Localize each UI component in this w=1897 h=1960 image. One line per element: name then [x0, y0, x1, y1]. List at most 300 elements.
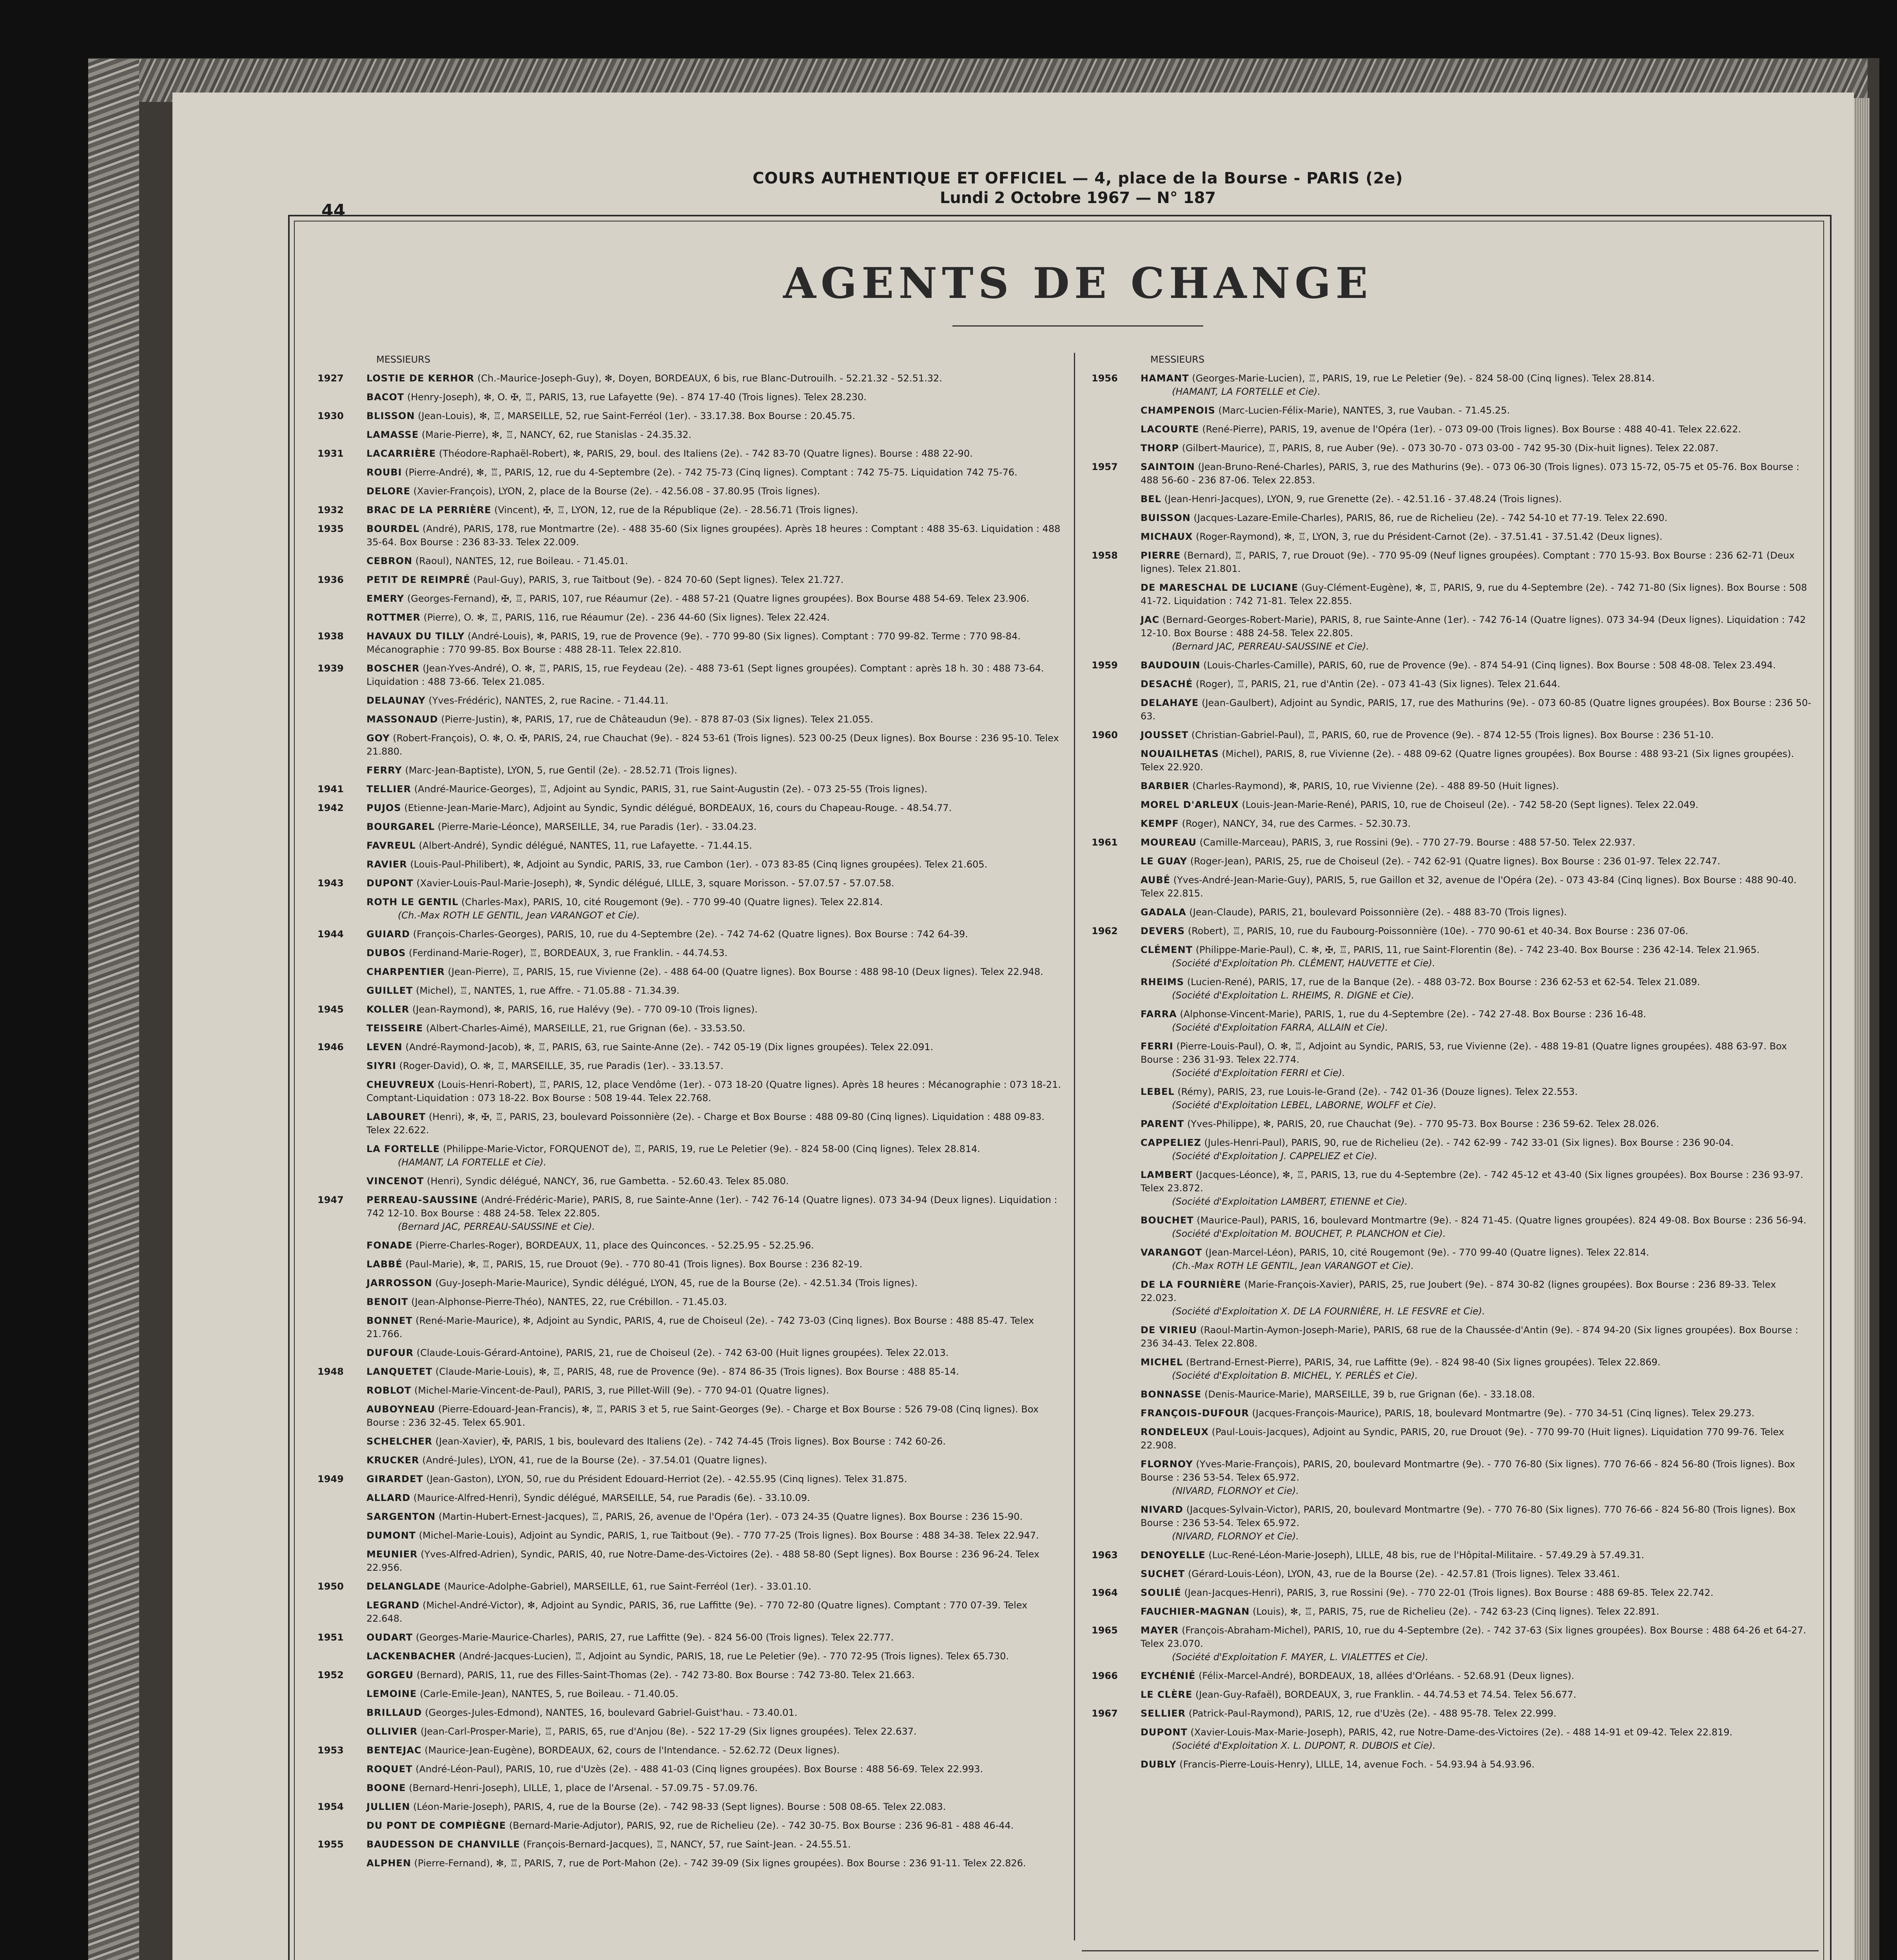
agent-entry	[317, 965, 1062, 978]
agent-details: (André-Léon-Paul), PARIS, 10, rue d'Uzès (2e). - 488 41-03 (Cinq lignes groupées). Box Bourse : 488 56-69. Telex 22.993.	[415, 1764, 983, 1775]
agent-name: KEMPF	[1141, 818, 1179, 829]
agent-entry	[317, 1022, 1062, 1035]
agent-entry	[1092, 1040, 1813, 1080]
agent-entry	[317, 390, 1062, 404]
entry-year: 1927	[317, 373, 344, 384]
agent-details: (Roger-Raymond), ✻, ♖, LYON, 3, rue du Président-Carnot (2e). - 37.51.41 - 37.51.42 (Deux lignes).	[1195, 531, 1663, 542]
agent-entry	[317, 1314, 1062, 1341]
agent-firm: (Société d'Exploitation LAMBERT, ETIENNE et Cie).	[1172, 1196, 1408, 1207]
agent-name: CAPPELIEZ	[1141, 1137, 1201, 1148]
agent-details: (Louis-Charles-Camille), PARIS, 60, rue de Provence (9e). - 874 54-91 (Cinq lignes). Box Bourse : 508 48-08. Telex 23.494.	[1203, 660, 1776, 671]
agent-entry	[317, 1687, 1062, 1700]
agent-details: (Paul-Marie), ✻, ♖, PARIS, 15, rue Drouot (9e). - 770 80-41 (Trois lignes). Box Bourse : 236 82-19.	[405, 1259, 863, 1270]
agent-details: (Jean-Jacques-Henri), PARIS, 3, rue Rossini (9e). - 770 22-01 (Trois lignes). Box Bourse : 488 69-85. Telex 22.742.	[1184, 1587, 1714, 1598]
agent-details: (Roger), NANCY, 34, rue des Carmes. - 52.30.73.	[1182, 818, 1411, 829]
agent-name: BLISSON	[366, 410, 415, 421]
agent-name: CLÉMENT	[1141, 944, 1193, 955]
agent-details: (Léon-Marie-Joseph), PARIS, 4, rue de la Bourse (2e). - 742 98-33 (Sept lignes). Bourse : 508 08-65. Telex 22.083.	[413, 1801, 946, 1812]
agent-name: LABBÉ	[366, 1259, 403, 1270]
agent-name: LOSTIE DE KERHOR	[366, 373, 475, 384]
agent-name: PUJOS	[366, 802, 401, 813]
entry-year: 1966	[1092, 1670, 1118, 1681]
agent-details: (André-Jacques-Lucien), ♖, Adjoint au Syndic, PARIS, 18, rue Le Peletier (9e). - 770 72-95 (Trois lignes). Telex 65.730.	[459, 1651, 1009, 1662]
agent-name: LA FORTELLE	[366, 1143, 440, 1154]
agent-entry	[317, 1668, 1062, 1682]
agent-details: (Vincent), ✠, ♖, LYON, 12, rue de la République (2e). - 28.56.71 (Trois lignes).	[494, 505, 858, 515]
agent-name: SIYRI	[366, 1060, 397, 1071]
agent-details: (Jacques-Lazare-Emile-Charles), PARIS, 86, rue de Richelieu (2e). - 742 54-10 et 77-19. Telex 22.690.	[1193, 512, 1668, 523]
agent-details: (Henri), ✻, ✠, ♖, PARIS, 23, boulevard Poissonnière (2e). - Charge et Box Bourse : 488 09-80 (Cinq lignes). Liquidation : 488 09-83. Telex 22.622.	[366, 1111, 1045, 1136]
agent-name: EMERY	[366, 593, 404, 604]
entry-year: 1947	[317, 1194, 344, 1205]
agent-firm: (NIVARD, FLORNOY et Cie).	[1172, 1531, 1299, 1542]
title-underline	[952, 325, 1203, 327]
agent-name: BOUCHET	[1141, 1215, 1194, 1226]
agent-details: (Pierre-Louis-Paul), O. ✻, ♖, Adjoint au Syndic, PARIS, 53, rue Vivienne (2e). - 488 19-81 (Quatre lignes groupées). 488 63-97. Box Bourse : 236 31-93. Telex 22.774.	[1141, 1041, 1787, 1065]
agent-entry	[1092, 1457, 1813, 1497]
agent-name: PARENT	[1141, 1118, 1184, 1129]
agent-name: HAVAUX DU TILLY	[366, 631, 465, 642]
agent-entry	[1092, 696, 1813, 723]
agent-name: FERRY	[366, 765, 402, 776]
agent-details: (Jean-Carl-Prosper-Marie), ♖, PARIS, 65, rue d'Anjou (8e). - 522 17-29 (Six lignes groupées). Telex 22.637.	[420, 1726, 917, 1737]
agent-name: BEL	[1141, 494, 1161, 505]
agent-details: (Jean-Yves-André), O. ✻, ♖, PARIS, 15, rue Feydeau (2e). - 488 73-61 (Sept lignes groupées). Comptant : après 18 h. 30 : 488 73-64. Liquidation : 488 73-66. Telex 21.085.	[366, 663, 1044, 687]
entry-year: 1932	[317, 505, 344, 515]
agent-entry	[317, 1548, 1062, 1574]
agent-details: (Jean-Bruno-René-Charles), PARIS, 3, rue des Mathurins (9e). - 073 06-30 (Trois lignes). 073 15-72, 05-75 et 05-76. Box Bourse : 488 56-60 - 236 87-06. Telex 22.853.	[1141, 461, 1799, 486]
agent-entry	[317, 554, 1062, 568]
agent-entry	[1092, 1136, 1813, 1163]
agent-entry	[317, 409, 1062, 423]
entry-year: 1958	[1092, 550, 1118, 561]
page-title: AGENTS DE CHANGE	[783, 259, 1373, 308]
agent-name: AUBOYNEAU	[366, 1404, 435, 1415]
agent-details: (François-Abraham-Michel), PARIS, 10, rue du 4-Septembre (2e). - 742 37-63 (Six lignes groupées). Box Bourse : 488 64-26 et 64-27. Telex 23.070.	[1141, 1625, 1806, 1649]
agent-details: (Philippe-Marie-Victor, FORQUENOT de), ♖, PARIS, 19, rue Le Peletier (9e). - 824 58-00 (Cinq lignes). Telex 28.814.	[443, 1143, 981, 1154]
agent-entry	[1092, 1214, 1813, 1240]
agent-details: (Ch.-Maurice-Joseph-Guy), ✻, Doyen, BORDEAUX, 6 bis, rue Blanc-Dutrouilh. - 52.21.32 - 52.51.32.	[477, 373, 942, 384]
agent-details: (Jean-Pierre), ♖, PARIS, 15, rue Vivienne (2e). - 488 64-00 (Quatre lignes). Box Bourse : 488 98-10 (Deux lignes). Telex 22.948.	[448, 966, 1043, 977]
agent-entry	[1092, 1624, 1813, 1664]
agent-entry	[1092, 1503, 1813, 1543]
agent-name: GUIARD	[366, 929, 410, 940]
agent-entry	[1092, 404, 1813, 417]
agent-details: (François-Charles-Georges), PARIS, 10, rue du 4-Septembre (2e). - 742 74-62 (Quatre lignes). Box Bourse : 742 64-39.	[413, 929, 968, 940]
agent-entry	[1092, 906, 1813, 919]
agent-details: (Georges-Marie-Maurice-Charles), PARIS, 27, rue Laffitte (9e). - 824 56-00 (Trois lignes). Telex 22.777.	[415, 1632, 894, 1643]
agent-entry	[317, 713, 1062, 726]
agent-name: ROUBI	[366, 467, 402, 478]
agent-entry	[1092, 1548, 1813, 1562]
entry-year: 1944	[317, 929, 344, 940]
agent-details: (Jacques-Sylvain-Victor), PARIS, 20, boulevard Montmartre (9e). - 770 76-80 (Six lignes). 770 76-66 - 824 56-80 (Trois lignes). Box Bourse : 236 53-54. Telex 65.972.	[1141, 1504, 1796, 1528]
agent-name: BOURDEL	[366, 523, 420, 534]
agent-details: (Marie-François-Xavier), PARIS, 25, rue Joubert (9e). - 874 30-82 (lignes groupées). Box Bourse : 236 89-33. Telex 22.023.	[1141, 1279, 1776, 1303]
agent-name: RHEIMS	[1141, 976, 1184, 987]
agent-entry	[1092, 1085, 1813, 1112]
agent-details: (Henry-Joseph), ✻, O. ✠, ♖, PARIS, 13, rue Lafayette (9e). - 874 17-40 (Trois lignes). Telex 28.230.	[407, 392, 867, 403]
column-divider	[1074, 353, 1075, 1940]
page-number: 44	[321, 201, 346, 221]
agent-name: LEVEN	[366, 1042, 403, 1053]
agent-name: DUFOUR	[366, 1347, 414, 1358]
agent-details: (Georges-Jules-Edmond), NANTES, 16, boulevard Gabriel-Guist'hau. - 73.40.01.	[425, 1707, 798, 1718]
agent-entry	[317, 630, 1062, 656]
agent-entry	[317, 731, 1062, 758]
agent-firm: (Société d'Exploitation FERRI et Cie).	[1172, 1067, 1345, 1078]
agent-name: DU PONT DE COMPIÈGNE	[366, 1820, 506, 1831]
right-column	[1092, 353, 1813, 1777]
agent-details: (Paul-Guy), PARIS, 3, rue Taitbout (9e). - 824 70-60 (Sept lignes). Telex 21.727.	[473, 574, 844, 585]
agent-entry	[317, 801, 1062, 815]
agent-name: BENTEJAC	[366, 1745, 422, 1756]
agent-name: PERREAU-SAUSSINE	[366, 1194, 478, 1205]
agent-details: (Jean-Alphonse-Pierre-Théo), NANTES, 22, rue Crébillon. - 71.45.03.	[411, 1296, 727, 1307]
agent-name: KRUCKER	[366, 1455, 419, 1466]
agent-name: NOUAILHETAS	[1141, 748, 1219, 759]
entry-year: 1939	[317, 663, 344, 674]
agent-name: EYCHÉNIÉ	[1141, 1670, 1196, 1681]
entry-year: 1959	[1092, 660, 1118, 671]
agent-name: LACKENBACHER	[366, 1651, 456, 1662]
agent-name: CHAMPENOIS	[1141, 405, 1215, 416]
agent-name: SELLIER	[1141, 1708, 1186, 1719]
agent-name: BRAC DE LA PERRIÈRE	[366, 505, 491, 515]
agent-name: ROBLOT	[366, 1385, 412, 1396]
agent-name: FAVREUL	[366, 840, 416, 851]
agent-entry	[1092, 817, 1813, 830]
agent-firm: (Société d'Exploitation B. MICHEL, Y. PERLÈS et Cie).	[1172, 1370, 1418, 1381]
agent-entry	[317, 1040, 1062, 1054]
agent-entry	[317, 1276, 1062, 1290]
entry-year: 1936	[317, 574, 344, 585]
entry-year: 1956	[1092, 373, 1118, 384]
agent-entry	[1092, 1726, 1813, 1752]
agent-details: (Jean-Xavier), ✠, PARIS, 1 bis, boulevard des Italiens (2e). - 742 74-45 (Trois lignes). Box Bourse : 742 60-26.	[435, 1436, 946, 1447]
agent-entry	[317, 877, 1062, 890]
agent-details: (Yves-Frédéric), NANTES, 2, rue Racine. - 71.44.11.	[428, 695, 669, 706]
agent-entry	[317, 1529, 1062, 1542]
agent-entry	[317, 1295, 1062, 1308]
agent-name: TEISSEIRE	[366, 1023, 423, 1034]
agent-name: CHARPENTIER	[366, 966, 445, 977]
agent-name: DUBOS	[366, 947, 406, 958]
agent-entry	[317, 1346, 1062, 1359]
agent-entry	[317, 1110, 1062, 1137]
agent-firm: (Société d'Exploitation L. RHEIMS, R. DIGNE et Cie).	[1172, 990, 1415, 1001]
agent-name: FLORNOY	[1141, 1459, 1193, 1470]
agent-name: BARBIER	[1141, 780, 1190, 791]
agent-details: (Raoul), NANTES, 12, rue Boileau. - 71.45.01.	[415, 555, 628, 566]
agent-name: ALPHEN	[366, 1858, 412, 1869]
entry-year: 1955	[317, 1839, 344, 1850]
agent-name: RAVIER	[366, 859, 407, 870]
agent-details: (Bernard-Georges-Robert-Marie), PARIS, 8, rue Sainte-Anne (1er). - 742 76-14 (Quatre lignes). 073 34-94 (Deux lignes). Liquidation : 742 12-10. Box Bourse : 488 24-58. Telex 22.805.	[1141, 614, 1806, 639]
agent-name: BENOIT	[366, 1296, 408, 1307]
agent-details: (Alphonse-Vincent-Marie), PARIS, 1, rue du 4-Septembre (2e). - 742 27-48. Box Bourse : 236 16-48.	[1180, 1009, 1647, 1020]
agent-name: DE VIRIEU	[1141, 1325, 1197, 1336]
agent-details: (Jean-Henri-Jacques), LYON, 9, rue Grenette (2e). - 42.51.16 - 37.48.24 (Trois lignes).	[1164, 494, 1562, 505]
agent-firm: (Société d'Exploitation FARRA, ALLAIN et Cie).	[1172, 1022, 1388, 1033]
agent-entry	[1092, 873, 1813, 900]
agent-entry	[317, 1631, 1062, 1644]
agent-details: (Georges-Fernand), ✠, ♖, PARIS, 107, rue Réaumur (2e). - 488 57-21 (Quatre lignes groupées). Box Bourse 488 54-69. Telex 23.906.	[407, 593, 1030, 604]
agent-details: (Albert-André), Syndic délégué, NANTES, 11, rue Lafayette. - 71.44.15.	[419, 840, 752, 851]
agent-entry	[317, 1819, 1062, 1832]
agent-entry	[317, 372, 1062, 385]
agent-details: (Félix-Marcel-André), BORDEAUX, 18, allées d'Orléans. - 52.68.91 (Deux lignes).	[1199, 1670, 1574, 1681]
agent-name: LACOURTE	[1141, 424, 1199, 435]
agent-entry	[317, 839, 1062, 852]
agent-entry	[317, 1435, 1062, 1448]
agent-details: (Pierre-Edouard-Jean-Francis), ✻, ♖, PARIS 3 et 5, rue Saint-Georges (9e). - Charge et Box Bourse : 526 79-08 (Cinq lignes). Box Bourse : 236 32-45. Telex 65.901.	[366, 1404, 1039, 1428]
agent-firm: (Société d'Exploitation Ph. CLÉMENT, HAUVETTE et Cie).	[1172, 958, 1435, 969]
entry-year: 1946	[317, 1042, 344, 1053]
left-column	[317, 353, 1062, 1875]
agent-details: (Charles-Max), PARIS, 10, cité Rougemont (9e). - 770 99-40 (Quatre lignes). Telex 22.814.	[461, 897, 883, 907]
agent-entry	[1092, 511, 1813, 524]
agent-details: (Xavier-François), LYON, 2, place de la Bourse (2e). - 42.56.08 - 37.80.95 (Trois lignes).	[413, 486, 820, 497]
entry-year: 1957	[1092, 461, 1118, 472]
agent-name: LEMOINE	[366, 1688, 417, 1699]
agent-details: (Jean-Louis), ✻, ♖, MARSEILLE, 52, rue Saint-Ferréol (1er). - 33.17.38. Box Bourse : 20.45.75.	[418, 410, 855, 421]
agent-entry	[317, 1472, 1062, 1486]
agent-details: (Marie-Pierre), ✻, ♖, NANCY, 62, rue Stanislas - 24.35.32.	[421, 429, 692, 440]
agent-name: GUILLET	[366, 985, 413, 996]
entry-year: 1942	[317, 802, 344, 813]
agent-entry	[317, 1365, 1062, 1378]
entry-year: 1945	[317, 1004, 344, 1015]
agent-details: (André-Maurice-Georges), ♖, Adjoint au Syndic, PARIS, 31, rue Saint-Augustin (2e). - 073 25-55 (Trois lignes).	[414, 784, 928, 795]
agent-entry	[317, 694, 1062, 707]
agent-name: BUISSON	[1141, 512, 1191, 523]
agent-entry	[1092, 492, 1813, 506]
agent-details: (Théodore-Raphaël-Robert), ✻, PARIS, 29, boul. des Italiens (2e). - 742 83-70 (Quatre lignes). Bourse : 488 22-90.	[439, 448, 973, 459]
entry-year: 1941	[317, 784, 344, 795]
agent-name: AUBÉ	[1141, 875, 1171, 886]
agent-entry	[1092, 924, 1813, 938]
agent-firm: (Société d'Exploitation F. MAYER, L. VIALETTES et Cie).	[1172, 1651, 1429, 1662]
agent-details: (Xavier-Louis-Max-Marie-Joseph), PARIS, 42, rue Notre-Dame-des-Victoires (2e). - 488 14-91 et 09-42. Telex 22.819.	[1190, 1727, 1733, 1738]
agent-firm: (Société d'Exploitation LEBEL, LABORNE, WOLFF et Cie).	[1172, 1100, 1437, 1111]
agent-details: (Jean-Guy-Rafaël), BORDEAUX, 3, rue Franklin. - 44.74.53 et 74.54. Telex 56.677.	[1195, 1689, 1576, 1700]
agent-details: (Pierre), O. ✻, ♖, PARIS, 116, rue Réaumur (2e). - 236 44-60 (Six lignes). Telex 22.424.	[423, 612, 830, 623]
entry-year: 1943	[317, 878, 344, 889]
agent-details: (Francis-Pierre-Louis-Henry), LILLE, 14, avenue Foch. - 54.93.94 à 54.93.96.	[1179, 1759, 1535, 1770]
agent-name: DUMONT	[366, 1530, 416, 1541]
agent-entry	[1092, 1117, 1813, 1131]
agent-entry	[317, 1003, 1062, 1016]
agent-entry	[317, 485, 1062, 498]
entry-year: 1949	[317, 1474, 344, 1485]
agent-details: (Luc-René-Léon-Marie-Joseph), LILLE, 48 bis, rue de l'Hôpital-Militaire. - 57.49.29 à 57.49.31.	[1208, 1550, 1645, 1561]
agent-name: SCHELCHER	[366, 1436, 433, 1447]
agent-name: LAMBERT	[1141, 1169, 1193, 1180]
agent-name: DEVERS	[1141, 926, 1185, 936]
entry-year: 1931	[317, 448, 344, 459]
agent-details: (Pierre-Charles-Roger), BORDEAUX, 11, place des Quinconces. - 52.25.95 - 52.25.96.	[415, 1240, 814, 1251]
agent-entry	[317, 573, 1062, 586]
agent-name: JAC	[1141, 614, 1160, 625]
agent-details: (Albert-Charles-Aimé), MARSEILLE, 21, rue Grignan (6e). - 33.53.50.	[426, 1023, 745, 1034]
agent-entry	[1092, 659, 1813, 672]
agent-details: (Louis), ✻, ♖, PARIS, 75, rue de Richelieu (2e). - 742 63-23 (Cinq lignes). Telex 22.891.	[1252, 1606, 1659, 1617]
agent-firm: (Bernard JAC, PERREAU-SAUSSINE et Cie).	[398, 1221, 595, 1232]
entry-year: 1953	[317, 1745, 344, 1756]
agent-name: BOURGAREL	[366, 821, 435, 832]
agent-entry	[317, 946, 1062, 960]
agent-details: (Christian-Gabriel-Paul), ♖, PARIS, 60, rue de Provence (9e). - 874 12-55 (Trois lignes). Box Bourse : 236 51-10.	[1191, 730, 1714, 740]
agent-entry	[1092, 1669, 1813, 1682]
agent-details: (Yves-Alfred-Adrien), Syndic, PARIS, 40, rue Notre-Dame-des-Victoires (2e). - 488 58-80 (Sept lignes). Box Bourse : 236 96-24. Telex 22.956.	[366, 1549, 1039, 1573]
agent-details: (Jules-Henri-Paul), PARIS, 90, rue de Richelieu (2e). - 742 62-99 - 742 33-01 (Six lignes). Box Bourse : 236 90-04.	[1204, 1137, 1734, 1148]
entry-year: 1964	[1092, 1587, 1118, 1598]
agent-details: (Bertrand-Ernest-Pierre), PARIS, 34, rue Laffitte (9e). - 824 98-40 (Six lignes groupées). Telex 22.869.	[1186, 1357, 1661, 1368]
agent-name: BACOT	[366, 392, 404, 403]
agent-firm: (Ch.-Max ROTH LE GENTIL, Jean VARANGOT et Cie).	[398, 910, 640, 921]
agent-entry	[317, 1510, 1062, 1523]
agent-details: (Charles-Raymond), ✻, PARIS, 10, rue Vivienne (2e). - 488 89-50 (Huit lignes).	[1192, 780, 1559, 791]
entry-year: 1967	[1092, 1708, 1118, 1719]
agent-entry	[317, 1706, 1062, 1719]
agent-name: OUDART	[366, 1632, 413, 1643]
agent-entry	[317, 1059, 1062, 1073]
agent-name: DELAHAYE	[1141, 697, 1199, 708]
agent-name: DESACHÉ	[1141, 679, 1193, 690]
agent-details: (Gérard-Louis-Léon), LYON, 43, rue de la Bourse (2e). - 42.57.81 (Trois lignes). Telex 33.461.	[1188, 1568, 1620, 1579]
agent-details: (André), PARIS, 178, rue Montmartre (2e). - 488 35-60 (Six lignes groupées). Après 18 heures : Comptant : 488 35-63. Liquidation : 488 35-64. Box Bourse : 236 83-33. Telex 22.009.	[366, 523, 1061, 548]
agent-name: LAMASSE	[366, 429, 419, 440]
agent-name: GIRARDET	[366, 1474, 423, 1485]
section-divider	[1082, 1950, 1819, 1951]
agent-name: FARRA	[1141, 1009, 1177, 1020]
marbled-cover-side	[88, 59, 139, 1960]
agent-details: (Paul-Louis-Jacques), Adjoint au Syndic, PARIS, 20, rue Drouot (9e). - 770 99-70 (Huit lignes). Liquidation 770 99-76. Telex 22.908.	[1141, 1426, 1785, 1451]
entry-year: 1951	[317, 1632, 344, 1643]
agent-entry	[1092, 1688, 1813, 1701]
agent-details: (Philippe-Marie-Paul), C. ✻, ✠, ♖, PARIS, 11, rue Saint-Florentin (8e). - 742 23-40. Box Bourse : 236 42-14. Telex 21.965.	[1195, 944, 1760, 955]
agent-name: GORGEU	[366, 1670, 414, 1681]
entry-year: 1960	[1092, 730, 1118, 740]
agent-entry	[1092, 372, 1813, 398]
agent-entry	[1092, 530, 1813, 543]
agent-entry	[1092, 975, 1813, 1002]
entry-year: 1954	[317, 1801, 344, 1812]
agent-entry	[1092, 581, 1813, 608]
agent-name: PIERRE	[1141, 550, 1181, 561]
entry-year: 1962	[1092, 926, 1118, 936]
agent-name: DELANGLADE	[366, 1581, 441, 1592]
agent-details: (Michel), PARIS, 8, rue Vivienne (2e). - 488 09-62 (Quatre lignes groupées). Box Bourse : 488 93-21 (Six lignes groupées). Telex 22.920.	[1141, 748, 1794, 773]
agent-details: (André-Raymond-Jacob), ✻, ♖, PARIS, 63, rue Sainte-Anne (2e). - 742 05-19 (Dix lignes groupées). Telex 22.091.	[405, 1042, 934, 1053]
agent-name: JULLIEN	[366, 1801, 410, 1812]
entry-year: 1938	[317, 631, 344, 642]
agent-entry	[317, 611, 1062, 624]
agent-name: ROTH LE GENTIL	[366, 897, 459, 907]
agent-details: (Jean-Marcel-Léon), PARIS, 10, cité Rougemont (9e). - 770 99-40 (Quatre lignes). Telex 22.814.	[1205, 1247, 1649, 1258]
agent-name: SARGENTON	[366, 1511, 436, 1522]
agent-details: (Louis-Paul-Philibert), ✻, Adjoint au Syndic, PARIS, 33, rue Cambon (1er). - 073 83-85 (Cinq lignes groupées). Telex 21.605.	[410, 859, 988, 870]
agent-details: (Michel-Marie-Vincent-de-Paul), PARIS, 3, rue Pillet-Will (9e). - 770 94-01 (Quatre lignes).	[414, 1385, 829, 1396]
agent-name: BOONE	[366, 1782, 406, 1793]
agent-name: BONNET	[366, 1315, 413, 1326]
agent-entry	[1092, 1168, 1813, 1208]
agent-details: (Michel-André-Victor), ✻, Adjoint au Syndic, PARIS, 36, rue Laffitte (9e). - 770 72-80 (Quatre lignes). Comptant : 770 07-39. Telex 22.648.	[366, 1600, 1028, 1624]
agent-entry	[317, 927, 1062, 941]
column-heading: MESSIEURS	[376, 354, 431, 365]
agent-entry	[1092, 1007, 1813, 1034]
agent-details: (Jean-Gaston), LYON, 50, rue du Président Edouard-Herriot (2e). - 42.55.95 (Cinq lignes). Telex 31.875.	[426, 1474, 907, 1485]
agent-details: (Camille-Marceau), PARIS, 3, rue Rossini (9e). - 770 27-79. Bourse : 488 57-50. Telex 22.937.	[1199, 837, 1636, 848]
agent-name: DENOYELLE	[1141, 1550, 1206, 1561]
agent-entry	[1092, 943, 1813, 970]
agent-firm: (Ch.-Max ROTH LE GENTIL, Jean VARANGOT et Cie).	[1172, 1260, 1414, 1271]
agent-details: (André-Jules), LYON, 41, rue de la Bourse (2e). - 37.54.01 (Quatre lignes).	[422, 1455, 767, 1466]
agent-details: (Denis-Maurice-Marie), MARSEILLE, 39 b, rue Grignan (6e). - 33.18.08.	[1204, 1389, 1535, 1400]
agent-entry	[317, 1725, 1062, 1738]
agent-entry	[317, 1258, 1062, 1271]
agent-name: DUPONT	[1141, 1727, 1188, 1738]
agent-details: (Bernard-Henri-Joseph), LILLE, 1, place de l'Arsenal. - 57.09.75 - 57.09.76.	[409, 1782, 758, 1793]
agent-entry	[1092, 1425, 1813, 1452]
agent-entry	[317, 1078, 1062, 1105]
agent-details: (Robert), ♖, PARIS, 10, rue du Faubourg-Poissonnière (10e). - 770 90-61 et 40-34. Box Bourse : 236 07-06.	[1188, 926, 1688, 936]
agent-name: DUBLY	[1141, 1759, 1177, 1770]
agent-details: (Gilbert-Maurice), ♖, PARIS, 8, rue Auber (9e). - 073 30-70 - 073 03-00 - 742 95-30 (Dix-huit lignes). Telex 22.087.	[1182, 443, 1719, 454]
agent-entry	[317, 522, 1062, 549]
agent-details: (Etienne-Jean-Marie-Marc), Adjoint au Syndic, Syndic délégué, BORDEAUX, 16, cours du Chapeau-Rouge. - 48.54.77.	[404, 802, 952, 813]
agent-entry	[317, 1857, 1062, 1870]
entry-year: 1930	[317, 410, 344, 421]
agent-entry	[317, 984, 1062, 997]
agent-name: LANQUETET	[366, 1366, 433, 1377]
agent-details: (Pierre-Justin), ✻, PARIS, 17, rue de Châteaudun (9e). - 878 87-03 (Six lignes). Telex 21.055.	[441, 714, 873, 725]
agent-details: (Pierre-André), ✻, ♖, PARIS, 12, rue du 4-Septembre (2e). - 742 75-73 (Cinq lignes). Comptant : 742 75-75. Liquidation 742 75-76.	[405, 467, 1017, 478]
agent-name: BOSCHER	[366, 663, 420, 674]
agent-entry	[1092, 549, 1813, 575]
agent-entry	[317, 858, 1062, 871]
agent-list	[1092, 372, 1813, 1771]
entry-year: 1965	[1092, 1625, 1118, 1636]
agent-entry	[1092, 1246, 1813, 1272]
agent-details: (Rémy), PARIS, 23, rue Louis-le-Grand (2e). - 742 01-36 (Douze lignes). Telex 22.553.	[1177, 1086, 1578, 1097]
agent-name: DE LA FOURNIÈRE	[1141, 1279, 1241, 1290]
agent-name: KOLLER	[366, 1004, 410, 1015]
agent-entry	[1092, 1388, 1813, 1401]
agent-details: (Lucien-René), PARIS, 17, rue de la Banque (2e). - 488 03-72. Box Bourse : 236 62-53 et 62-54. Telex 21.089.	[1187, 976, 1700, 987]
agent-name: MOUREAU	[1141, 837, 1197, 848]
agent-details: (Jean-Raymond), ✻, PARIS, 16, rue Halévy (9e). - 770 09-10 (Trois lignes).	[412, 1004, 758, 1015]
agent-entry	[1092, 836, 1813, 849]
agent-details: (Raoul-Martin-Aymon-Joseph-Marie), PARIS, 68 rue de la Chaussée-d'Antin (9e). - 874 94-20 (Six lignes groupées). Box Bourse : 236 34-43. Telex 22.808.	[1141, 1325, 1799, 1349]
agent-name: DE MARESCHAL DE LUCIANE	[1141, 582, 1299, 593]
page-edges-right	[1854, 98, 1870, 1960]
agent-name: OLLIVIER	[366, 1726, 418, 1737]
agent-entry	[1092, 1586, 1813, 1599]
agent-entry	[317, 895, 1062, 922]
agent-entry	[1092, 1356, 1813, 1382]
agent-name: LE CLÈRE	[1141, 1689, 1193, 1700]
agent-name: FONADE	[366, 1240, 413, 1251]
agent-entry	[317, 1491, 1062, 1504]
agent-entry	[1092, 1758, 1813, 1771]
entry-year: 1963	[1092, 1550, 1118, 1561]
agent-details: (Guy-Joseph-Marie-Maurice), Syndic délégué, LYON, 45, rue de la Bourse (2e). - 42.51.34 (Trois lignes).	[435, 1278, 918, 1289]
agent-details: (Marc-Lucien-Félix-Marie), NANTES, 3, rue Vauban. - 71.45.25.	[1218, 405, 1510, 416]
agent-details: (André-Louis), ✻, PARIS, 19, rue de Provence (9e). - 770 99-80 (Six lignes). Comptant : 770 99-82. Terme : 770 98-84. Mécanographie : 770 99-85. Box Bourse : 488 28-11. Telex 22.810.	[366, 631, 1021, 655]
agent-firm: (Bernard JAC, PERREAU-SAUSSINE et Cie).	[1172, 641, 1369, 652]
